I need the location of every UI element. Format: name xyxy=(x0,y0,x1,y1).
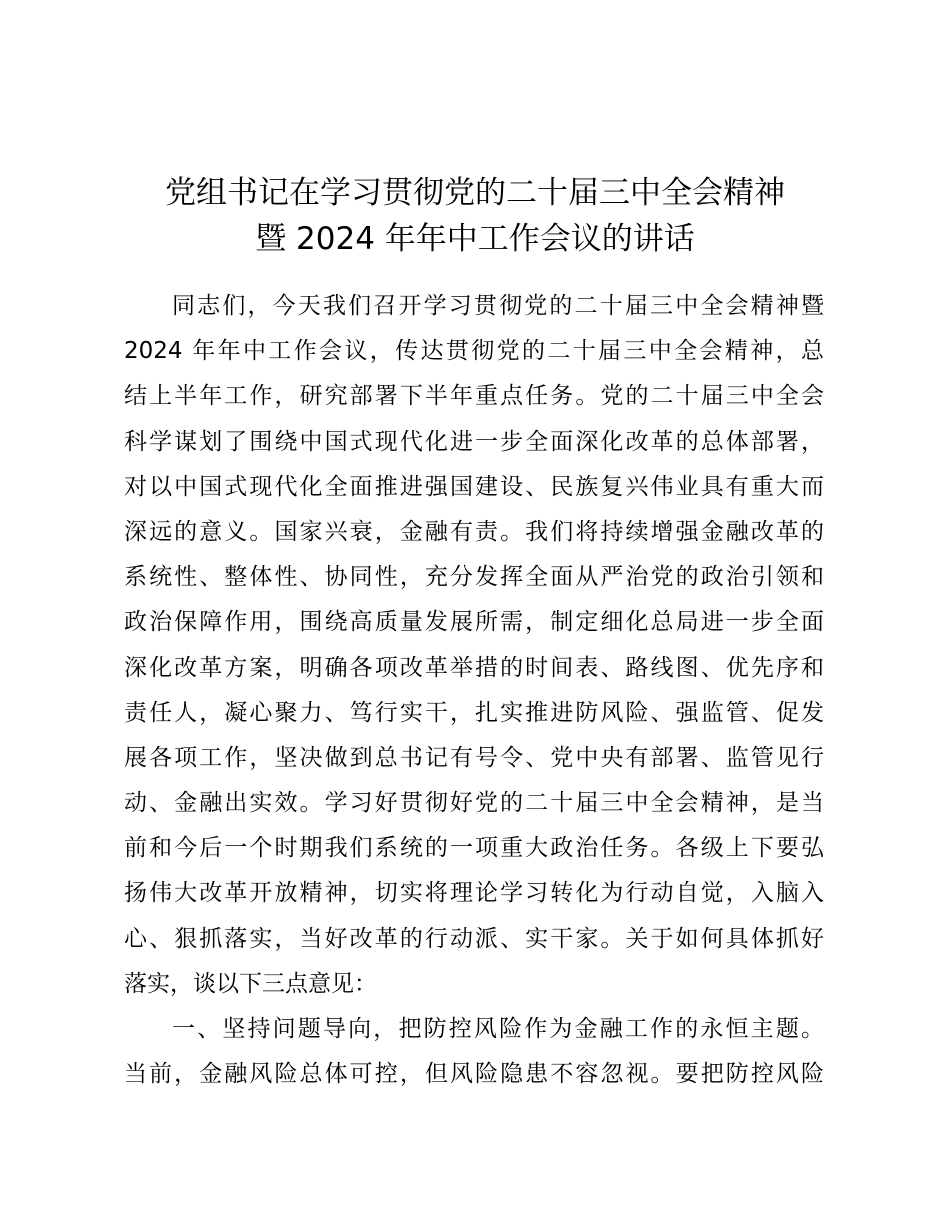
paragraph-section-one xyxy=(124,1007,824,1097)
text-line: 结上半年工作，研究部署下半年重点任务。党的二十届三中全会 xyxy=(124,383,824,410)
document-title-line-2: 暨 2024 年年中工作会议的讲话 xyxy=(255,221,695,257)
text-line: 2024 年年中工作会议，传达贯彻党的二十届三中全会精神，总 xyxy=(124,338,824,365)
text-line: 当前，金融风险总体可控，但风险隐患不容忽视。要把防控风险 xyxy=(124,1061,824,1088)
text-line: 扬伟大改革开放精神，切实将理论学习转化为行动自觉，入脑入 xyxy=(124,880,824,907)
text-line: 深远的意义。国家兴衰，金融有责。我们将持续增强金融改革的 xyxy=(124,518,824,545)
text-line: 政治保障作用，围绕高质量发展所需，制定细化总局进一步全面 xyxy=(124,609,824,636)
text-line: 心、狠抓落实，当好改革的行动派、实干家。关于如何具体抓好 xyxy=(124,925,824,952)
section-heading-line: 一、坚持问题导向，把防控风险作为金融工作的永恒主题。 xyxy=(172,1016,824,1042)
text-line: 系统性、整体性、协同性，充分发挥全面从严治党的政治引领和 xyxy=(124,564,824,591)
text-line: 责任人，凝心聚力、笃行实干，扎实推进防风险、强监管、促发 xyxy=(124,699,824,726)
text-line: 同志们，今天我们召开学习贯彻党的二十届三中全会精神暨 xyxy=(172,293,824,319)
text-line: 前和今后一个时期我们系统的一项重大政治任务。各级上下要弘 xyxy=(124,835,824,862)
text-line: 落实，谈以下三点意见： xyxy=(124,970,377,997)
text-line: 科学谋划了围绕中国式现代化进一步全面深化改革的总体部署， xyxy=(124,428,824,455)
text-line: 对以中国式现代化全面推进强国建设、民族复兴伟业具有重大而 xyxy=(124,473,824,500)
text-line: 深化改革方案，明确各项改革举措的时间表、路线图、优先序和 xyxy=(124,654,824,681)
text-line: 动、金融出实效。学习好贯彻好党的二十届三中全会精神，是当 xyxy=(124,790,824,817)
paragraph-opening xyxy=(124,284,824,1007)
document-title-line-1: 党组书记在学习贯彻党的二十届三中全会精神 xyxy=(165,175,785,211)
text-line: 展各项工作，坚决做到总书记有号令、党中央有部署、监管见行 xyxy=(124,744,824,771)
